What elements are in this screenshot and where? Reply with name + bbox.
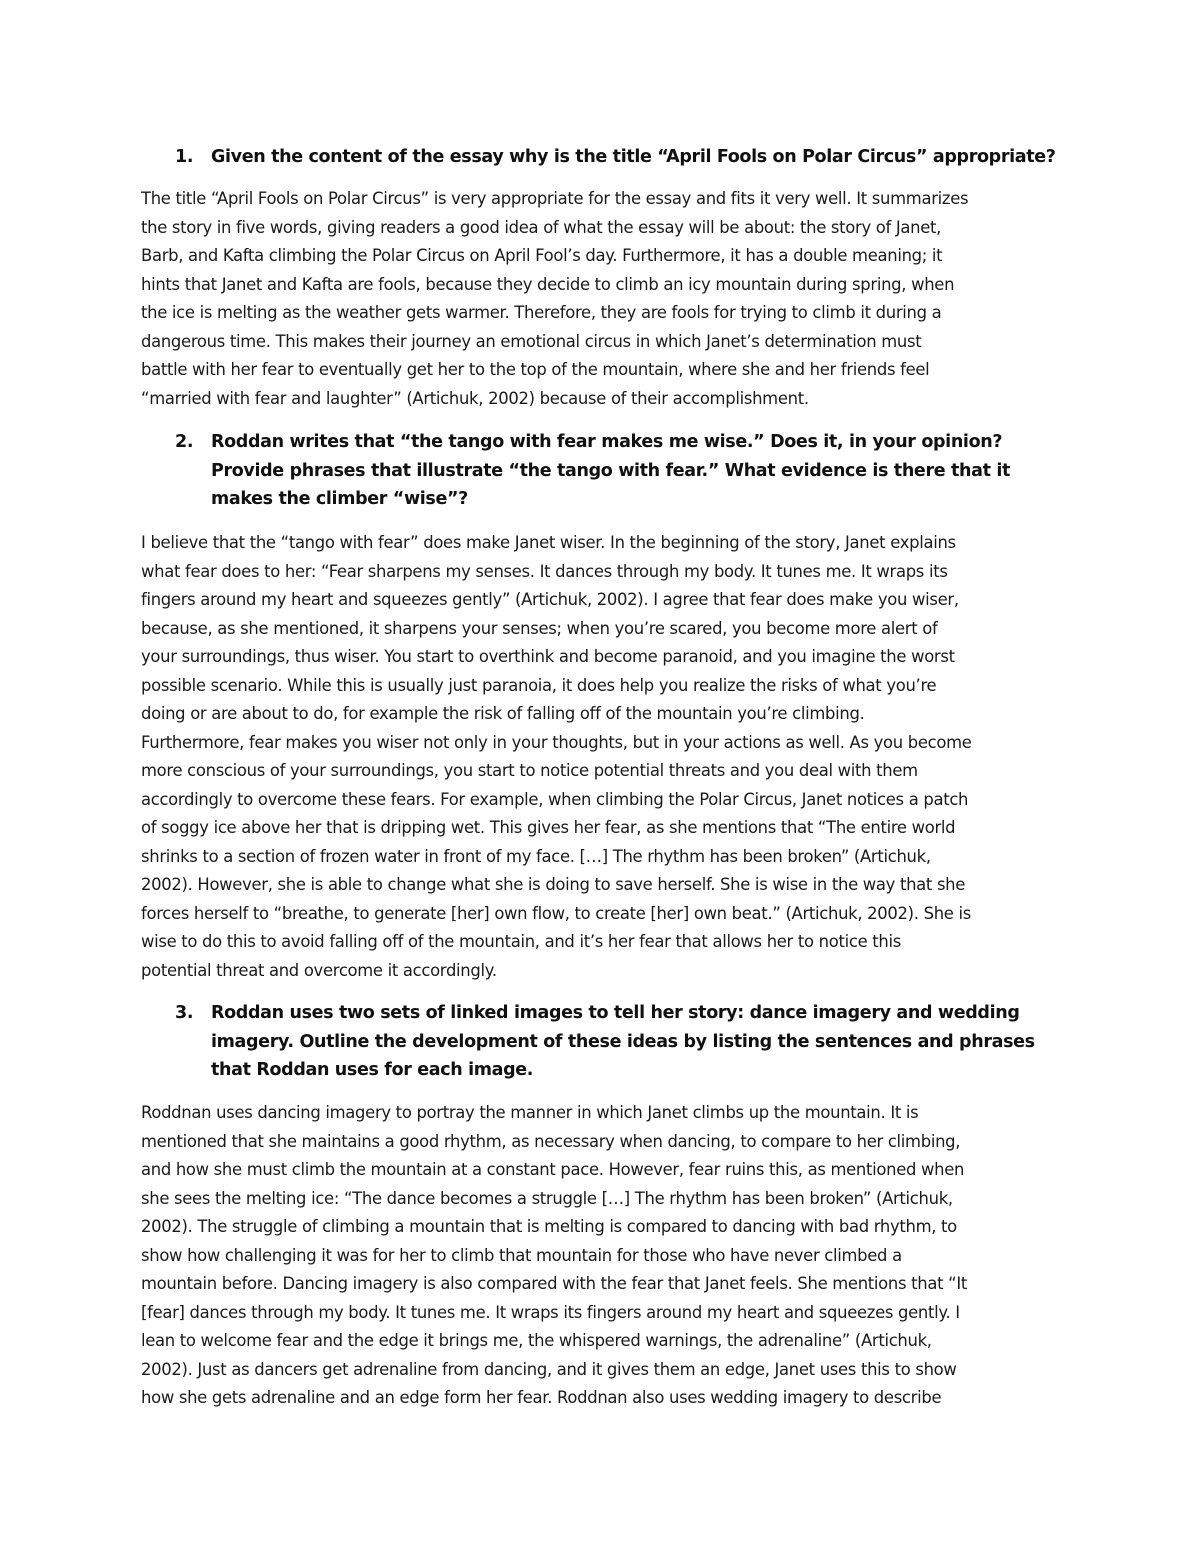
answer-line: battle with her fear to eventually get her to the top of the mountain, where she and her friends feel <box>141 360 930 379</box>
answer-line: shrinks to a section of frozen water in front of my face. […] The rhythm has been broken” (Artichuk, <box>141 846 931 866</box>
question-number: 3. <box>175 1003 194 1023</box>
answer-line: Roddnan uses dancing imagery to portray the manner in which Janet climbs up the mountain. It is <box>141 1103 919 1122</box>
answer-3 <box>141 1099 1071 1413</box>
answer-line: fingers around my heart and squeezes gently” (Artichuk, 2002). I agree that fear does make you wiser, <box>141 590 959 609</box>
answer-line: 2002). However, she is able to change what she is doing to save herself. She is wise in the way that she <box>141 875 966 894</box>
answer-line: wise to do this to avoid falling off of the mountain, and it’s her fear that allows her to notice this <box>141 932 901 951</box>
answer-line: she sees the melting ice: “The dance becomes a struggle […] The rhythm has been broken” (Artichuk, <box>141 1188 953 1208</box>
answer-line: how she gets adrenaline and an edge form her fear. Roddnan also uses wedding imagery to describe <box>141 1388 942 1407</box>
answer-line: doing or are about to do, for example the risk of falling off of the mountain you’re climbing. <box>141 704 865 723</box>
question-number: 2. <box>175 432 194 452</box>
answer-line: possible scenario. While this is usually just paranoia, it does help you realize the risks of what you’re <box>141 675 937 695</box>
answer-line: “married with fear and laughter” (Artichuk, 2002) because of their accomplishment. <box>141 388 809 408</box>
answer-line: lean to welcome fear and the edge it brings me, the whispered warnings, the adrenaline” (Artichuk, <box>141 1331 932 1350</box>
answer-line: your surroundings, thus wiser. You start to overthink and become paranoid, and you imagine the worst <box>141 647 955 666</box>
answer-line: potential threat and overcome it accordingly. <box>141 960 497 980</box>
answer-line: and how she must climb the mountain at a constant pace. However, fear ruins this, as mentioned when <box>141 1160 965 1179</box>
answer-line: accordingly to overcome these fears. For example, when climbing the Polar Circus, Janet notices a patch <box>141 789 969 809</box>
answer-1 <box>141 185 1071 413</box>
answer-line: what fear does to her: “Fear sharpens my senses. It dances through my body. It tunes me. It wraps its <box>141 561 948 581</box>
answer-line: the ice is melting as the weather gets warmer. Therefore, they are fools for trying to climb it during a <box>141 303 942 322</box>
answer-line: 2002). Just as dancers get adrenaline from dancing, and it gives them an edge, Janet uses this to show <box>141 1359 957 1379</box>
answer-line: mountain before. Dancing imagery is also compared with the fear that Janet feels. She mentions that “It <box>141 1274 967 1293</box>
answer-line: The title “April Fools on Polar Circus” is very appropriate for the essay and fits it very well. It summarizes <box>141 189 969 208</box>
answer-line: more conscious of your surroundings, you start to notice potential threats and you deal with them <box>141 761 918 780</box>
answer-line: hints that Janet and Kafta are fools, because they decide to climb an icy mountain during spring, when <box>141 274 955 294</box>
answer-line: the story in five words, giving readers a good idea of what the essay will be about: the story of Janet, <box>141 217 942 237</box>
question-text: Given the content of the essay why is the title “April Fools on Polar Circus” appropriate? <box>211 147 1056 167</box>
answer-line: of soggy ice above her that is dripping wet. This gives her fear, as she mentions that “The entire world <box>141 818 956 837</box>
answer-line: show how challenging it was for her to climb that mountain for those who have never climbed a <box>141 1245 902 1265</box>
answer-2 <box>141 529 1071 985</box>
question-2 <box>175 428 1075 514</box>
question-1 <box>175 143 1075 172</box>
question-number: 1. <box>175 147 194 167</box>
question-text: Roddan uses two sets of linked images to tell her story: dance imagery and wedding imagery. Outline the development of these ideas by listing the sentences and phrases that Roddan uses for each image. <box>211 1003 1035 1080</box>
question-3 <box>175 999 1075 1085</box>
answer-line: mentioned that she maintains a good rhythm, as necessary when dancing, to compare to her climbing, <box>141 1131 961 1151</box>
answer-line: Furthermore, fear makes you wiser not only in your thoughts, but in your actions as well. As you become <box>141 732 972 752</box>
answer-line: 2002). The struggle of climbing a mountain that is melting is compared to dancing with bad rhythm, to <box>141 1217 957 1236</box>
answer-line: forces herself to “breathe, to generate [her] own flow, to create [her] own beat.” (Artichuk, 2002). She is <box>141 903 971 923</box>
answer-line: Barb, and Kafta climbing the Polar Circus on April Fool’s day. Furthermore, it has a double meaning; it <box>141 246 943 265</box>
question-text: Roddan writes that “the tango with fear makes me wise.” Does it, in your opinion? Provide phrases that illustrate “the tango with fear.” What evidence is there that it makes the climber “wise”? <box>211 432 1010 509</box>
answer-line: dangerous time. This makes their journey an emotional circus in which Janet’s determination must <box>141 331 922 351</box>
answer-line: I believe that the “tango with fear” does make Janet wiser. In the beginning of the story, Janet explains <box>141 533 956 552</box>
answer-line: because, as she mentioned, it sharpens your senses; when you’re scared, you become more alert of <box>141 618 938 638</box>
answer-line: [fear] dances through my body. It tunes me. It wraps its fingers around my heart and squeezes gently. I <box>141 1302 960 1322</box>
